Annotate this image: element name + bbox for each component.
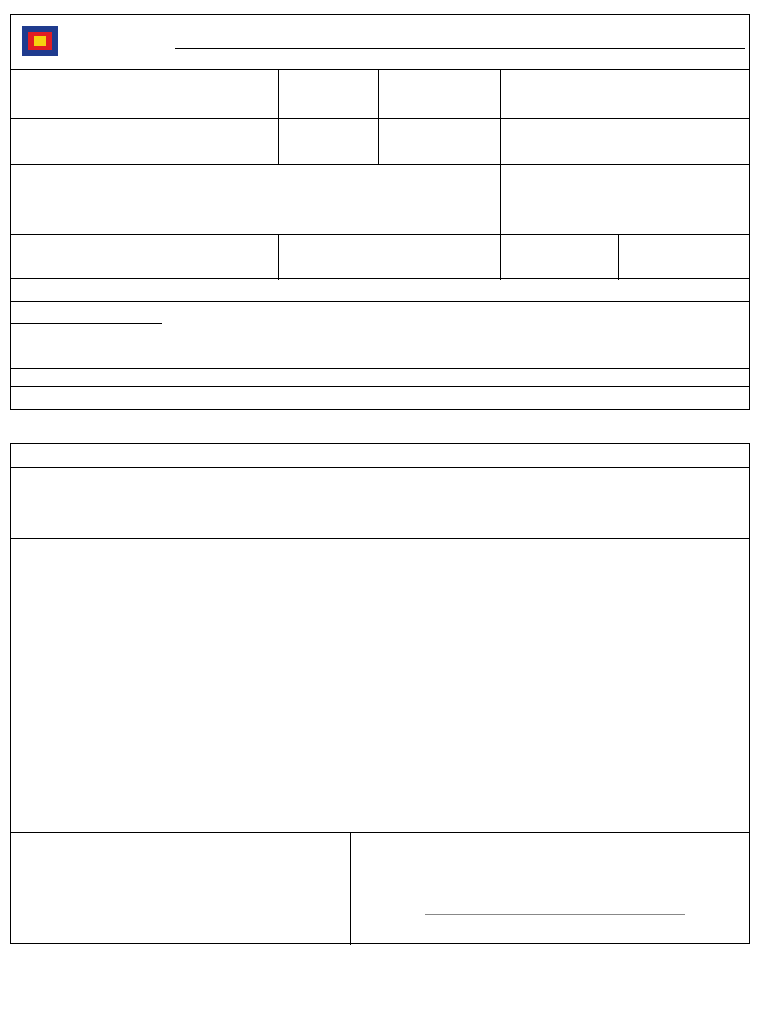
consent-block	[356, 839, 746, 842]
grid-line	[350, 833, 351, 945]
signature-line[interactable]	[425, 914, 685, 915]
dswd-logo	[20, 22, 165, 66]
complaint-consent-row	[10, 832, 750, 944]
dswd-emblem-icon	[20, 24, 60, 58]
officer-row	[10, 234, 750, 279]
grid-line	[500, 69, 501, 164]
grid-line	[618, 235, 619, 280]
officer-rating-scale	[10, 301, 750, 369]
officer-rating-option[interactable]	[10, 302, 162, 369]
grid-line	[500, 164, 501, 234]
grid-line	[378, 69, 379, 164]
grid-line	[10, 323, 162, 324]
commendation-line	[10, 386, 750, 387]
grid-line	[10, 118, 750, 119]
grid-line	[10, 164, 750, 165]
mode-line	[10, 467, 750, 468]
grid-line	[278, 235, 279, 280]
service-rating-table	[10, 538, 750, 832]
header-line	[175, 48, 745, 49]
client-info-grid	[10, 69, 750, 234]
grid-line	[500, 235, 501, 280]
instruction-block	[10, 503, 750, 512]
grid-line	[278, 69, 279, 164]
grid-line	[10, 69, 750, 70]
